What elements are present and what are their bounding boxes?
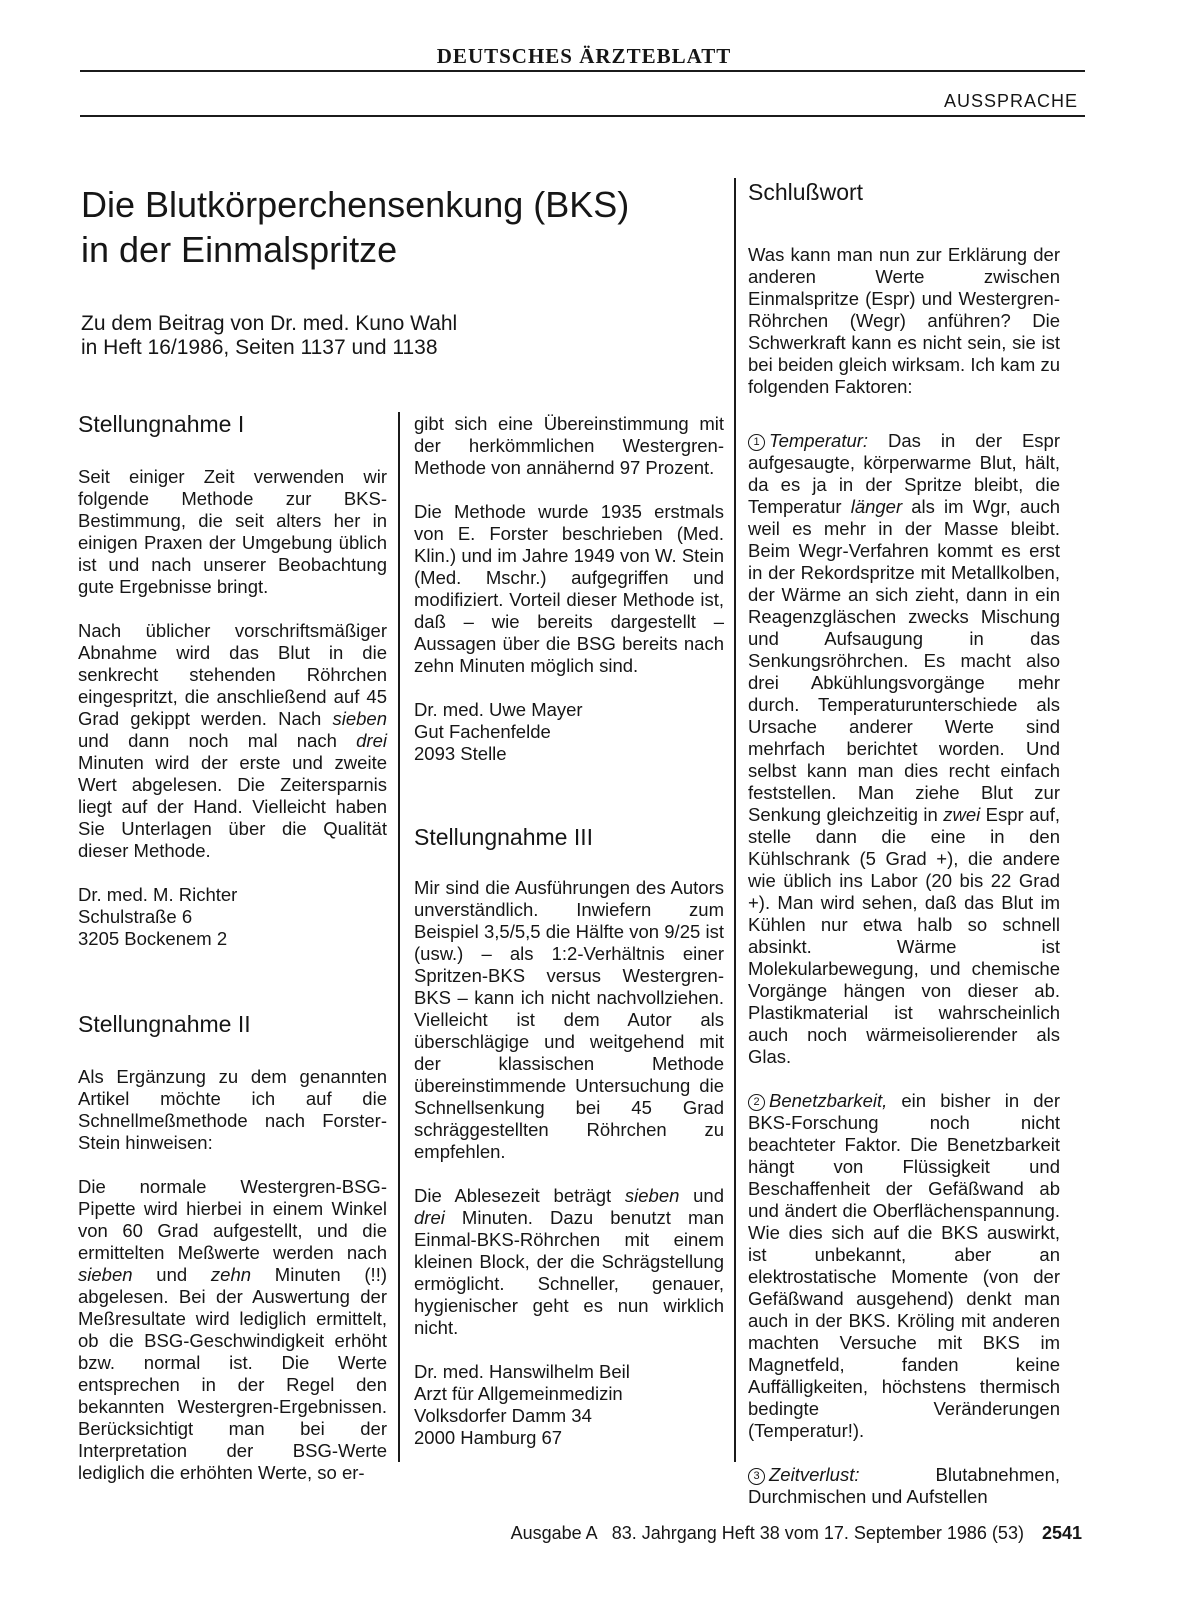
paragraph: 3 Zeitverlust: Blutabnehmen, Durchmischen und Aufstellen bbox=[748, 1464, 1060, 1507]
section-rule bbox=[80, 115, 1085, 117]
column-divider-1 bbox=[398, 412, 400, 1462]
column-1 bbox=[78, 410, 387, 1484]
circled-number: 1 bbox=[748, 434, 765, 451]
column-divider-2 bbox=[734, 178, 736, 1462]
paragraph: gibt sich eine Übereinstimmung mit der herkömmlichen Westergren-Methode von annähernd 97 Prozent. bbox=[414, 413, 724, 478]
page-footer bbox=[511, 1523, 1082, 1544]
paragraph: 2 Benetzbarkeit, ein bisher in der BKS-Forschung noch nicht beachteter Faktor. Die Benetzbarkeit hängt von Flüssigkeit und Beschaffenheit der Gefäßwand ab und ändert die Oberflächenspannung. Wie dies sich auf die BKS auswirkt, ist unbekannt, aber an elektrostatische Momente (von der Gefäßwand ausgehend) denkt man auch in der BKS. Kröling mit anderen machten Versuche mit BKS im Magnetfeld, fanden keine Auffälligkeiten, höchstens thermisch bedingte Veränderungen (Temperatur!). bbox=[748, 1090, 1060, 1441]
article-title bbox=[81, 182, 741, 272]
page-number: 2541 bbox=[1041, 1523, 1082, 1543]
masthead-rule bbox=[80, 70, 1085, 72]
paragraph: Die Ablesezeit beträgt sieben und drei Minuten. Dazu benutzt man Einmal-BKS-Röhrchen mit einem kleinen Block, der die Schrägstellung ermöglicht. Schneller, genauer, hygienischer geht es nun wirklich nicht. bbox=[414, 1185, 725, 1338]
heading-schlusswort: Schlußwort bbox=[748, 179, 864, 205]
subtitle-line-2: in Heft 16/1986, Seiten 1137 und 1138 bbox=[81, 336, 438, 359]
author-address: Dr. med. Hanswilhelm Beil Arzt für Allgemeinmedizin Volksdorfer Damm 34 2000 Hamburg 67 bbox=[414, 1361, 630, 1448]
column-2 bbox=[414, 413, 724, 1449]
paragraph: Nach üblicher vorschriftsmäßiger Abnahme wird das Blut in die senkrecht stehenden Röhrchen eingespritzt, die anschließend auf 45 Grad gekippt werden. Nach sieben und dann noch mal nach drei Minuten wird der erste und zweite Wert abgelesen. Die Zeitersparnis liegt auf der Hand. Vielleicht haben Sie Unterlagen über die Qualität dieser Methode. bbox=[78, 620, 387, 861]
article-subtitle bbox=[81, 312, 721, 360]
paragraph: Als Ergänzung zu dem genannten Artikel möchte ich auf die Schnellmeßmethode nach Forster-Stein hinweisen: bbox=[78, 1066, 387, 1153]
paragraph: Mir sind die Ausführungen des Autors unverständlich. Inwiefern zum Beispiel 3,5/5,5 die Hälfte von 9/25 ist (usw.) – als 1:2-Verhältnis einer Spritzen-BKS versus Westergren-BKS – kann ich nicht nachvollziehen. Vielleicht ist dem Autor als überschlägige und weitgehend mit der klassischen Methode übereinstimmende Untersuchung die Schnellsenkung bei 45 Grad schräggestellten Röhrchen zu empfehlen. bbox=[414, 877, 724, 1162]
circled-number: 2 bbox=[748, 1094, 765, 1111]
heading-stellungnahme-1: Stellungnahme I bbox=[78, 411, 245, 437]
paragraph: Die normale Westergren-BSG-Pipette wird hierbei in einem Winkel von 60 Grad aufgestellt, und die ermittelten Meßwerte werden nach sieben und zehn Minuten (!!) abgelesen. Bei der Auswertung der Meßresultate wird lediglich ermittelt, ob die BSG-Geschwindigkeit erhöht bzw. normal ist. Die Werte entsprechen in der Regel den bekannten Westergren-Ergebnissen. Berücksichtigt man bei der Interpretation der BSG-Werte lediglich die erhöhten Werte, so er- bbox=[78, 1176, 387, 1483]
author-address: Dr. med. Uwe Mayer Gut Fachenfelde 2093 Stelle bbox=[414, 699, 583, 764]
title-line-1: Die Blutkörperchensenkung (BKS) bbox=[81, 184, 630, 225]
heading-stellungnahme-3: Stellungnahme III bbox=[414, 824, 594, 850]
paragraph: Die Methode wurde 1935 erstmals von E. Forster beschrieben (Med. Klin.) und im Jahre 1949 von W. Stein (Med. Mschr.) aufgegriffen und modifiziert. Vorteil dieser Methode ist, daß – wie bereits dargestellt – Aussagen über die BSG bereits nach zehn Minuten möglich sind. bbox=[414, 501, 724, 676]
heading-stellungnahme-2: Stellungnahme II bbox=[78, 1011, 251, 1037]
title-line-2: in der Einmalspritze bbox=[81, 229, 398, 270]
paragraph: Was kann man nun zur Erklärung der anderen Werte zwischen Einmalspritze (Espr) und Westergren-Röhrchen (Wegr) anführen? Die Schwerkraft kann es nicht sein, sie ist bei beiden gleich wirksam. Ich kam zu folgenden Faktoren: bbox=[748, 244, 1060, 397]
masthead: DEUTSCHES ÄRZTEBLATT bbox=[436, 44, 732, 68]
circled-number: 3 bbox=[748, 1468, 765, 1485]
author-address: Dr. med. M. Richter Schulstraße 6 3205 Bockenem 2 bbox=[78, 884, 238, 949]
paragraph: 1 Temperatur: Das in der Espr aufgesaugte, körperwarme Blut, hält, da es ja in der Spritze bleibt, die Temperatur länger als im Wgr, auch weil es mehr in der Masse bleibt. Beim Wegr-Verfahren kommt es erst in der Rekordspritze mit Metallkolben, der Wärme an sich zieht, dann in ein Reagenzgläschen zwecks Mischung und Aufsaugung in das Senkungsröhrchen. Es macht also drei Abkühlungsvorgänge mehr durch. Temperaturunterschiede als Ursache anderer Werte sind mehrfach berichtet worden. Und selbst kann man dies recht einfach feststellen. Man ziehe Blut zur Senkung gleichzeitig in zwei Espr auf, stelle dann die eine in den Kühlschrank (5 Grad +), die andere wie üblich ins Labor (20 bis 22 Grad +). Man wird sehen, daß das Blut im Kühlen nur etwa halb so schnell absinkt. Wärme ist Molekularbewegung, und chemische Vorgänge hängen von dieser ab. Plastikmaterial ist wahrscheinlich auch noch wärmeisolierender als Glas. bbox=[748, 430, 1060, 1067]
footer-issue: Ausgabe A 83. Jahrgang Heft 38 vom 17. September 1986 (53) bbox=[510, 1523, 1024, 1543]
section-label: AUSSPRACHE bbox=[943, 91, 1078, 111]
column-3 bbox=[748, 178, 1060, 1508]
paragraph: Seit einiger Zeit verwenden wir folgende Methode zur BKS-Bestimmung, die seit alters her in einigen Praxen der Umgebung üblich ist und nach unserer Beobachtung gute Ergebnisse bringt. bbox=[78, 466, 387, 597]
subtitle-line-1: Zu dem Beitrag von Dr. med. Kuno Wahl bbox=[81, 312, 458, 335]
